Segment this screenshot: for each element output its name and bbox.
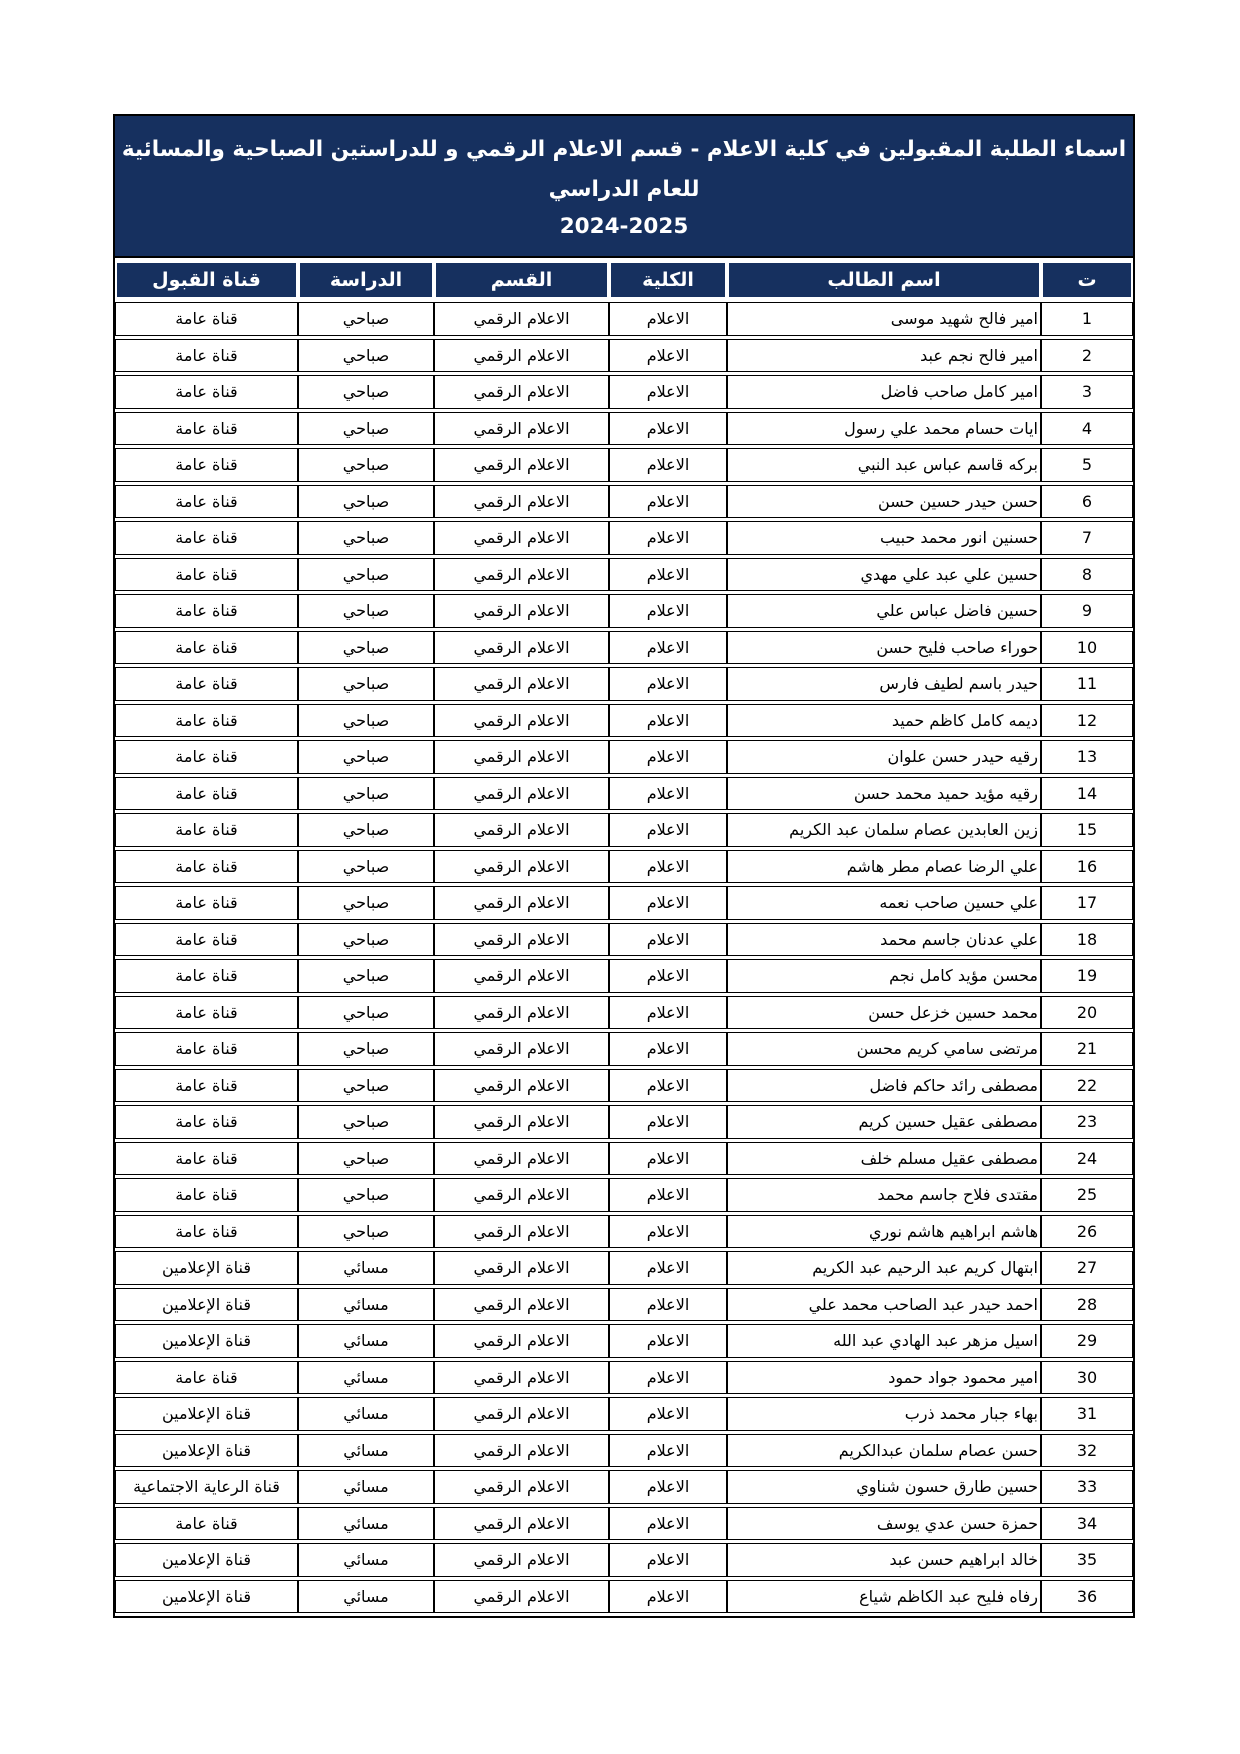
student-name-cell: مرتضى سامي كريم محسن bbox=[727, 1032, 1041, 1066]
admission-channel-cell: قناة عامة bbox=[115, 1507, 298, 1541]
admission-channel-cell: قناة عامة bbox=[115, 412, 298, 446]
department-cell: الاعلام الرقمي bbox=[434, 740, 609, 774]
college-cell: الاعلام bbox=[609, 777, 727, 811]
table-row bbox=[115, 339, 1133, 373]
students-admission-table bbox=[113, 114, 1135, 1618]
row-number-cell: 17 bbox=[1041, 886, 1133, 920]
college-cell: الاعلام bbox=[609, 704, 727, 738]
college-cell: الاعلام bbox=[609, 558, 727, 592]
table-row bbox=[115, 1032, 1133, 1066]
department-cell: الاعلام الرقمي bbox=[434, 1178, 609, 1212]
college-cell: الاعلام bbox=[609, 1142, 727, 1176]
student-name-cell: محمد حسين خزعل حسن bbox=[727, 996, 1041, 1030]
department-cell: الاعلام الرقمي bbox=[434, 594, 609, 628]
college-cell: الاعلام bbox=[609, 740, 727, 774]
row-number-cell: 13 bbox=[1041, 740, 1133, 774]
table-row bbox=[115, 704, 1133, 738]
admission-channel-cell: قناة الإعلامين bbox=[115, 1397, 298, 1431]
study-type-cell: صباحي bbox=[298, 1215, 434, 1249]
college-cell: الاعلام bbox=[609, 959, 727, 993]
department-cell: الاعلام الرقمي bbox=[434, 886, 609, 920]
department-cell: الاعلام الرقمي bbox=[434, 667, 609, 701]
college-cell: الاعلام bbox=[609, 1178, 727, 1212]
college-cell: الاعلام bbox=[609, 1069, 727, 1103]
college-cell: الاعلام bbox=[609, 923, 727, 957]
college-cell: الاعلام bbox=[609, 1251, 727, 1285]
row-number-cell: 9 bbox=[1041, 594, 1133, 628]
student-name-cell: مصطفى عقيل حسين كريم bbox=[727, 1105, 1041, 1139]
study-type-cell: صباحي bbox=[298, 1142, 434, 1176]
admission-channel-cell: قناة عامة bbox=[115, 448, 298, 482]
table-row bbox=[115, 667, 1133, 701]
study-type-cell: مسائي bbox=[298, 1288, 434, 1322]
study-type-cell: صباحي bbox=[298, 959, 434, 993]
college-cell: الاعلام bbox=[609, 1543, 727, 1577]
table-row bbox=[115, 1507, 1133, 1541]
department-cell: الاعلام الرقمي bbox=[434, 1215, 609, 1249]
admission-channel-cell: قناة الرعاية الاجتماعية bbox=[115, 1470, 298, 1504]
study-type-cell: صباحي bbox=[298, 1105, 434, 1139]
study-type-cell: صباحي bbox=[298, 448, 434, 482]
student-name-cell: امير فالح نجم عبد bbox=[727, 339, 1041, 373]
admission-channel-cell: قناة عامة bbox=[115, 485, 298, 519]
admission-channel-cell: قناة عامة bbox=[115, 704, 298, 738]
department-cell: الاعلام الرقمي bbox=[434, 704, 609, 738]
student-name-cell: حسين طارق حسون شناوي bbox=[727, 1470, 1041, 1504]
student-name-cell: امير فالح شهيد موسى bbox=[727, 302, 1041, 336]
table-row bbox=[115, 1069, 1133, 1103]
study-type-cell: صباحي bbox=[298, 558, 434, 592]
table-row bbox=[115, 923, 1133, 957]
table-row bbox=[115, 1178, 1133, 1212]
college-cell: الاعلام bbox=[609, 339, 727, 373]
student-name-cell: امير كامل صاحب فاضل bbox=[727, 375, 1041, 409]
admission-channel-cell: قناة عامة bbox=[115, 740, 298, 774]
table-row bbox=[115, 1580, 1133, 1614]
college-cell: الاعلام bbox=[609, 1397, 727, 1431]
student-name-cell: حوراء صاحب فليح حسن bbox=[727, 631, 1041, 665]
study-type-cell: صباحي bbox=[298, 339, 434, 373]
row-number-cell: 27 bbox=[1041, 1251, 1133, 1285]
student-name-cell: حسنين انور محمد حبيب bbox=[727, 521, 1041, 555]
row-number-cell: 19 bbox=[1041, 959, 1133, 993]
table-row bbox=[115, 1288, 1133, 1322]
row-number-cell: 32 bbox=[1041, 1434, 1133, 1468]
col-header-student-name: اسم الطالب bbox=[727, 261, 1041, 299]
department-cell: الاعلام الرقمي bbox=[434, 1105, 609, 1139]
table-row bbox=[115, 996, 1133, 1030]
college-cell: الاعلام bbox=[609, 1324, 727, 1358]
student-name-cell: بركه قاسم عباس عبد النبي bbox=[727, 448, 1041, 482]
department-cell: الاعلام الرقمي bbox=[434, 1069, 609, 1103]
department-cell: الاعلام الرقمي bbox=[434, 375, 609, 409]
department-cell: الاعلام الرقمي bbox=[434, 412, 609, 446]
student-name-cell: حمزة حسن عدي يوسف bbox=[727, 1507, 1041, 1541]
study-type-cell: مسائي bbox=[298, 1361, 434, 1395]
student-name-cell: هاشم ابراهيم هاشم نوري bbox=[727, 1215, 1041, 1249]
admission-channel-cell: قناة عامة bbox=[115, 923, 298, 957]
admission-channel-cell: قناة عامة bbox=[115, 339, 298, 373]
study-type-cell: مسائي bbox=[298, 1580, 434, 1614]
student-name-cell: حيدر باسم لطيف فارس bbox=[727, 667, 1041, 701]
department-cell: الاعلام الرقمي bbox=[434, 959, 609, 993]
student-name-cell: رقيه مؤيد حميد محمد حسن bbox=[727, 777, 1041, 811]
college-cell: الاعلام bbox=[609, 667, 727, 701]
study-type-cell: صباحي bbox=[298, 412, 434, 446]
admission-channel-cell: قناة عامة bbox=[115, 1069, 298, 1103]
college-cell: الاعلام bbox=[609, 850, 727, 884]
admission-channel-cell: قناة الإعلامين bbox=[115, 1251, 298, 1285]
department-cell: الاعلام الرقمي bbox=[434, 1324, 609, 1358]
students-table-body bbox=[115, 302, 1133, 1613]
row-number-cell: 18 bbox=[1041, 923, 1133, 957]
document-title bbox=[115, 116, 1133, 258]
college-cell: الاعلام bbox=[609, 631, 727, 665]
department-cell: الاعلام الرقمي bbox=[434, 1434, 609, 1468]
college-cell: الاعلام bbox=[609, 1507, 727, 1541]
department-cell: الاعلام الرقمي bbox=[434, 1543, 609, 1577]
student-name-cell: خالد ابراهيم حسن عبد bbox=[727, 1543, 1041, 1577]
student-name-cell: امير محمود جواد حمود bbox=[727, 1361, 1041, 1395]
admission-channel-cell: قناة عامة bbox=[115, 1105, 298, 1139]
student-name-cell: بهاء جبار محمد ذرب bbox=[727, 1397, 1041, 1431]
admission-channel-cell: قناة الإعلامين bbox=[115, 1324, 298, 1358]
row-number-cell: 36 bbox=[1041, 1580, 1133, 1614]
table-row bbox=[115, 1324, 1133, 1358]
study-type-cell: صباحي bbox=[298, 631, 434, 665]
table-row bbox=[115, 1361, 1133, 1395]
admission-channel-cell: قناة عامة bbox=[115, 886, 298, 920]
college-cell: الاعلام bbox=[609, 594, 727, 628]
study-type-cell: مسائي bbox=[298, 1324, 434, 1358]
row-number-cell: 23 bbox=[1041, 1105, 1133, 1139]
student-name-cell: احمد حيدر عبد الصاحب محمد علي bbox=[727, 1288, 1041, 1322]
college-cell: الاعلام bbox=[609, 485, 727, 519]
department-cell: الاعلام الرقمي bbox=[434, 996, 609, 1030]
student-name-cell: مصطفى رائد حاكم فاضل bbox=[727, 1069, 1041, 1103]
table-row bbox=[115, 375, 1133, 409]
row-number-cell: 20 bbox=[1041, 996, 1133, 1030]
department-cell: الاعلام الرقمي bbox=[434, 923, 609, 957]
admission-channel-cell: قناة عامة bbox=[115, 777, 298, 811]
admission-channel-cell: قناة عامة bbox=[115, 302, 298, 336]
college-cell: الاعلام bbox=[609, 1580, 727, 1614]
table-row bbox=[115, 1470, 1133, 1504]
college-cell: الاعلام bbox=[609, 1288, 727, 1322]
study-type-cell: صباحي bbox=[298, 1069, 434, 1103]
department-cell: الاعلام الرقمي bbox=[434, 1507, 609, 1541]
study-type-cell: صباحي bbox=[298, 850, 434, 884]
col-header-college: الكلية bbox=[609, 261, 727, 299]
admission-channel-cell: قناة الإعلامين bbox=[115, 1434, 298, 1468]
department-cell: الاعلام الرقمي bbox=[434, 485, 609, 519]
table-row bbox=[115, 1397, 1133, 1431]
study-type-cell: مسائي bbox=[298, 1251, 434, 1285]
admission-channel-cell: قناة عامة bbox=[115, 558, 298, 592]
table-row bbox=[115, 594, 1133, 628]
students-table bbox=[115, 258, 1133, 1616]
student-name-cell: ابتهال كريم عبد الرحيم عبد الكريم bbox=[727, 1251, 1041, 1285]
study-type-cell: صباحي bbox=[298, 485, 434, 519]
study-type-cell: صباحي bbox=[298, 923, 434, 957]
department-cell: الاعلام الرقمي bbox=[434, 558, 609, 592]
study-type-cell: صباحي bbox=[298, 302, 434, 336]
col-header-department: القسم bbox=[434, 261, 609, 299]
department-cell: الاعلام الرقمي bbox=[434, 1470, 609, 1504]
department-cell: الاعلام الرقمي bbox=[434, 813, 609, 847]
student-name-cell: حسين فاضل عباس علي bbox=[727, 594, 1041, 628]
admission-channel-cell: قناة عامة bbox=[115, 1032, 298, 1066]
admission-channel-cell: قناة عامة bbox=[115, 1215, 298, 1249]
table-row bbox=[115, 1434, 1133, 1468]
admission-channel-cell: قناة عامة bbox=[115, 521, 298, 555]
row-number-cell: 24 bbox=[1041, 1142, 1133, 1176]
study-type-cell: صباحي bbox=[298, 996, 434, 1030]
college-cell: الاعلام bbox=[609, 996, 727, 1030]
col-header-number: ت bbox=[1041, 261, 1133, 299]
department-cell: الاعلام الرقمي bbox=[434, 521, 609, 555]
table-row bbox=[115, 1142, 1133, 1176]
college-cell: الاعلام bbox=[609, 1361, 727, 1395]
study-type-cell: مسائي bbox=[298, 1507, 434, 1541]
table-row bbox=[115, 959, 1133, 993]
student-name-cell: حسين علي عبد علي مهدي bbox=[727, 558, 1041, 592]
table-row bbox=[115, 777, 1133, 811]
table-row bbox=[115, 1251, 1133, 1285]
student-name-cell: علي عدنان جاسم محمد bbox=[727, 923, 1041, 957]
department-cell: الاعلام الرقمي bbox=[434, 777, 609, 811]
student-name-cell: علي الرضا عصام مطر هاشم bbox=[727, 850, 1041, 884]
department-cell: الاعلام الرقمي bbox=[434, 1580, 609, 1614]
row-number-cell: 5 bbox=[1041, 448, 1133, 482]
table-row bbox=[115, 850, 1133, 884]
row-number-cell: 8 bbox=[1041, 558, 1133, 592]
department-cell: الاعلام الرقمي bbox=[434, 302, 609, 336]
row-number-cell: 1 bbox=[1041, 302, 1133, 336]
student-name-cell: زين العابدين عصام سلمان عبد الكريم bbox=[727, 813, 1041, 847]
study-type-cell: صباحي bbox=[298, 704, 434, 738]
study-type-cell: مسائي bbox=[298, 1434, 434, 1468]
department-cell: الاعلام الرقمي bbox=[434, 1361, 609, 1395]
department-cell: الاعلام الرقمي bbox=[434, 1142, 609, 1176]
student-name-cell: محسن مؤيد كامل نجم bbox=[727, 959, 1041, 993]
row-number-cell: 35 bbox=[1041, 1543, 1133, 1577]
row-number-cell: 11 bbox=[1041, 667, 1133, 701]
table-row bbox=[115, 1215, 1133, 1249]
study-type-cell: صباحي bbox=[298, 740, 434, 774]
college-cell: الاعلام bbox=[609, 1032, 727, 1066]
college-cell: الاعلام bbox=[609, 813, 727, 847]
row-number-cell: 6 bbox=[1041, 485, 1133, 519]
table-row bbox=[115, 813, 1133, 847]
study-type-cell: صباحي bbox=[298, 813, 434, 847]
study-type-cell: مسائي bbox=[298, 1543, 434, 1577]
table-row bbox=[115, 886, 1133, 920]
row-number-cell: 7 bbox=[1041, 521, 1133, 555]
student-name-cell: مقتدى فلاح جاسم محمد bbox=[727, 1178, 1041, 1212]
admission-channel-cell: قناة عامة bbox=[115, 813, 298, 847]
study-type-cell: صباحي bbox=[298, 1178, 434, 1212]
document-title-text: اسماء الطلبة المقبولين في كلية الاعلام - قسم الاعلام الرقمي و للدراستين الصباحية والمسائية للعام الدراسي bbox=[121, 137, 1127, 202]
row-number-cell: 14 bbox=[1041, 777, 1133, 811]
college-cell: الاعلام bbox=[609, 1470, 727, 1504]
department-cell: الاعلام الرقمي bbox=[434, 1288, 609, 1322]
college-cell: الاعلام bbox=[609, 886, 727, 920]
admission-channel-cell: قناة عامة bbox=[115, 850, 298, 884]
col-header-study-type: الدراسة bbox=[298, 261, 434, 299]
row-number-cell: 29 bbox=[1041, 1324, 1133, 1358]
college-cell: الاعلام bbox=[609, 412, 727, 446]
college-cell: الاعلام bbox=[609, 448, 727, 482]
table-row bbox=[115, 558, 1133, 592]
admission-channel-cell: قناة الإعلامين bbox=[115, 1288, 298, 1322]
student-name-cell: ايات حسام محمد علي رسول bbox=[727, 412, 1041, 446]
admission-channel-cell: قناة عامة bbox=[115, 667, 298, 701]
college-cell: الاعلام bbox=[609, 1434, 727, 1468]
student-name-cell: رقيه حيدر حسن علوان bbox=[727, 740, 1041, 774]
row-number-cell: 21 bbox=[1041, 1032, 1133, 1066]
student-name-cell: اسيل مزهر عبد الهادي عبد الله bbox=[727, 1324, 1041, 1358]
row-number-cell: 2 bbox=[1041, 339, 1133, 373]
table-row bbox=[115, 740, 1133, 774]
study-type-cell: صباحي bbox=[298, 521, 434, 555]
table-row bbox=[115, 412, 1133, 446]
row-number-cell: 28 bbox=[1041, 1288, 1133, 1322]
admission-channel-cell: قناة عامة bbox=[115, 375, 298, 409]
study-type-cell: صباحي bbox=[298, 777, 434, 811]
department-cell: الاعلام الرقمي bbox=[434, 631, 609, 665]
row-number-cell: 25 bbox=[1041, 1178, 1133, 1212]
table-row bbox=[115, 302, 1133, 336]
academic-year: 2024-2025 bbox=[559, 214, 689, 239]
study-type-cell: مسائي bbox=[298, 1470, 434, 1504]
row-number-cell: 10 bbox=[1041, 631, 1133, 665]
table-row bbox=[115, 521, 1133, 555]
study-type-cell: صباحي bbox=[298, 886, 434, 920]
row-number-cell: 16 bbox=[1041, 850, 1133, 884]
row-number-cell: 22 bbox=[1041, 1069, 1133, 1103]
college-cell: الاعلام bbox=[609, 302, 727, 336]
student-name-cell: حسن عصام سلمان عبدالكريم bbox=[727, 1434, 1041, 1468]
row-number-cell: 3 bbox=[1041, 375, 1133, 409]
student-name-cell: رفاه فليح عبد الكاظم شياع bbox=[727, 1580, 1041, 1614]
admission-channel-cell: قناة الإعلامين bbox=[115, 1543, 298, 1577]
study-type-cell: صباحي bbox=[298, 1032, 434, 1066]
admission-channel-cell: قناة عامة bbox=[115, 1361, 298, 1395]
department-cell: الاعلام الرقمي bbox=[434, 1032, 609, 1066]
row-number-cell: 26 bbox=[1041, 1215, 1133, 1249]
college-cell: الاعلام bbox=[609, 1105, 727, 1139]
admission-channel-cell: قناة عامة bbox=[115, 1178, 298, 1212]
admission-channel-cell: قناة الإعلامين bbox=[115, 1580, 298, 1614]
study-type-cell: صباحي bbox=[298, 594, 434, 628]
table-header-row bbox=[115, 261, 1133, 299]
table-row bbox=[115, 485, 1133, 519]
student-name-cell: حسن حيدر حسين حسن bbox=[727, 485, 1041, 519]
row-number-cell: 33 bbox=[1041, 1470, 1133, 1504]
row-number-cell: 34 bbox=[1041, 1507, 1133, 1541]
study-type-cell: صباحي bbox=[298, 375, 434, 409]
department-cell: الاعلام الرقمي bbox=[434, 850, 609, 884]
table-row bbox=[115, 448, 1133, 482]
admission-channel-cell: قناة عامة bbox=[115, 1142, 298, 1176]
table-row bbox=[115, 1543, 1133, 1577]
department-cell: الاعلام الرقمي bbox=[434, 1251, 609, 1285]
college-cell: الاعلام bbox=[609, 521, 727, 555]
college-cell: الاعلام bbox=[609, 375, 727, 409]
row-number-cell: 15 bbox=[1041, 813, 1133, 847]
student-name-cell: ديمه كامل كاظم حميد bbox=[727, 704, 1041, 738]
department-cell: الاعلام الرقمي bbox=[434, 1397, 609, 1431]
admission-channel-cell: قناة عامة bbox=[115, 594, 298, 628]
college-cell: الاعلام bbox=[609, 1215, 727, 1249]
row-number-cell: 30 bbox=[1041, 1361, 1133, 1395]
admission-channel-cell: قناة عامة bbox=[115, 996, 298, 1030]
study-type-cell: مسائي bbox=[298, 1397, 434, 1431]
admission-channel-cell: قناة عامة bbox=[115, 959, 298, 993]
student-name-cell: علي حسين صاحب نعمه bbox=[727, 886, 1041, 920]
row-number-cell: 12 bbox=[1041, 704, 1133, 738]
study-type-cell: صباحي bbox=[298, 667, 434, 701]
department-cell: الاعلام الرقمي bbox=[434, 448, 609, 482]
table-row bbox=[115, 1105, 1133, 1139]
department-cell: الاعلام الرقمي bbox=[434, 339, 609, 373]
table-row bbox=[115, 631, 1133, 665]
admission-channel-cell: قناة عامة bbox=[115, 631, 298, 665]
col-header-admission-channel: قناة القبول bbox=[115, 261, 298, 299]
student-name-cell: مصطفى عقيل مسلم خلف bbox=[727, 1142, 1041, 1176]
row-number-cell: 31 bbox=[1041, 1397, 1133, 1431]
row-number-cell: 4 bbox=[1041, 412, 1133, 446]
